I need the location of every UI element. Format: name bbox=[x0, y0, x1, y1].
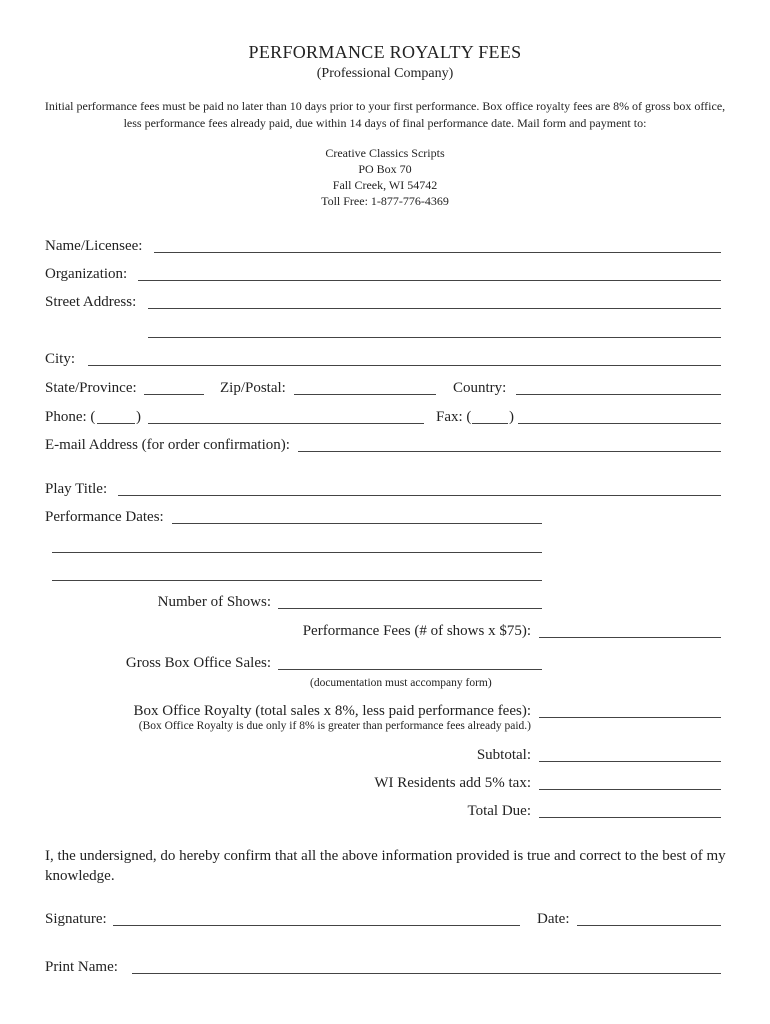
wi-tax-field[interactable] bbox=[539, 789, 721, 790]
phone-close-paren: ) bbox=[136, 409, 141, 425]
address-po-box: PO Box 70 bbox=[358, 162, 412, 176]
organization-field[interactable] bbox=[138, 280, 721, 281]
country-label: Country: bbox=[453, 380, 507, 396]
country-field[interactable] bbox=[516, 394, 721, 395]
subtotal-label: Subtotal: bbox=[476, 747, 531, 763]
address-phone: Toll Free: 1-877-776-4369 bbox=[321, 194, 449, 208]
state-field[interactable] bbox=[144, 394, 204, 395]
royalty-note: (Box Office Royalty is due only if 8% is greater than performance fees already paid.) bbox=[138, 720, 531, 732]
performance-dates-field-3[interactable] bbox=[52, 580, 542, 581]
form-subtitle: (Professional Company) bbox=[316, 66, 454, 81]
phone-area-code-field[interactable] bbox=[97, 423, 135, 424]
gross-box-office-label: Gross Box Office Sales: bbox=[125, 655, 271, 671]
state-label: State/Province: bbox=[45, 380, 137, 396]
address-city: Fall Creek, WI 54742 bbox=[332, 178, 438, 192]
city-field[interactable] bbox=[88, 365, 721, 366]
form-title: PERFORMANCE ROYALTY FEES bbox=[248, 42, 522, 62]
play-title-field[interactable] bbox=[118, 495, 721, 496]
signature-label: Signature: bbox=[45, 911, 107, 927]
gross-box-office-field[interactable] bbox=[278, 669, 542, 670]
print-name-field[interactable] bbox=[132, 973, 721, 974]
box-office-royalty-label: Box Office Royalty (total sales x 8%, less paid performance fees): bbox=[133, 703, 531, 719]
organization-label: Organization: bbox=[45, 266, 128, 282]
phone-label: Phone: ( bbox=[45, 409, 96, 425]
total-due-label: Total Due: bbox=[467, 803, 531, 819]
intro-paragraph: Initial performance fees must be paid no later than 10 days prior to your first performance. Box office royalty fees are 8% of gross box office, less performance fees already paid, due within 14 days of final performance date. Mail form and payment to: bbox=[44, 99, 726, 130]
number-of-shows-field[interactable] bbox=[278, 608, 542, 609]
signature-field[interactable] bbox=[113, 925, 520, 926]
performance-dates-label: Performance Dates: bbox=[45, 509, 164, 525]
zip-field[interactable] bbox=[294, 394, 436, 395]
fax-label: Fax: ( bbox=[436, 409, 472, 425]
email-field[interactable] bbox=[298, 451, 721, 452]
print-name-label: Print Name: bbox=[45, 959, 118, 975]
performance-dates-field-1[interactable] bbox=[172, 523, 542, 524]
number-of-shows-label: Number of Shows: bbox=[157, 594, 271, 610]
street-label: Street Address: bbox=[45, 294, 137, 310]
date-field[interactable] bbox=[577, 925, 721, 926]
email-label: E-mail Address (for order confirmation): bbox=[45, 437, 290, 453]
confirmation-statement: I, the undersigned, do hereby confirm that all the above information provided is true and correct to the best of my knowledge. bbox=[45, 848, 726, 884]
subtotal-field[interactable] bbox=[539, 761, 721, 762]
street-field-1[interactable] bbox=[148, 308, 721, 309]
phone-number-field[interactable] bbox=[148, 423, 424, 424]
name-label: Name/Licensee: bbox=[45, 238, 143, 254]
play-title-label: Play Title: bbox=[45, 481, 108, 497]
box-office-royalty-field[interactable] bbox=[539, 717, 721, 718]
performance-fees-label: Performance Fees (# of shows x $75): bbox=[302, 623, 531, 639]
fax-area-code-field[interactable] bbox=[472, 423, 508, 424]
wi-tax-label: WI Residents add 5% tax: bbox=[374, 775, 531, 791]
date-label: Date: bbox=[537, 911, 570, 927]
documentation-note: (documentation must accompany form) bbox=[310, 677, 492, 689]
zip-label: Zip/Postal: bbox=[220, 380, 286, 396]
city-label: City: bbox=[45, 351, 76, 367]
fax-close-paren: ) bbox=[509, 409, 514, 425]
performance-dates-field-2[interactable] bbox=[52, 552, 542, 553]
street-field-2[interactable] bbox=[148, 337, 721, 338]
address-company: Creative Classics Scripts bbox=[325, 146, 445, 160]
fax-number-field[interactable] bbox=[518, 423, 721, 424]
name-field[interactable] bbox=[154, 252, 721, 253]
total-due-field[interactable] bbox=[539, 817, 721, 818]
performance-fees-field[interactable] bbox=[539, 637, 721, 638]
